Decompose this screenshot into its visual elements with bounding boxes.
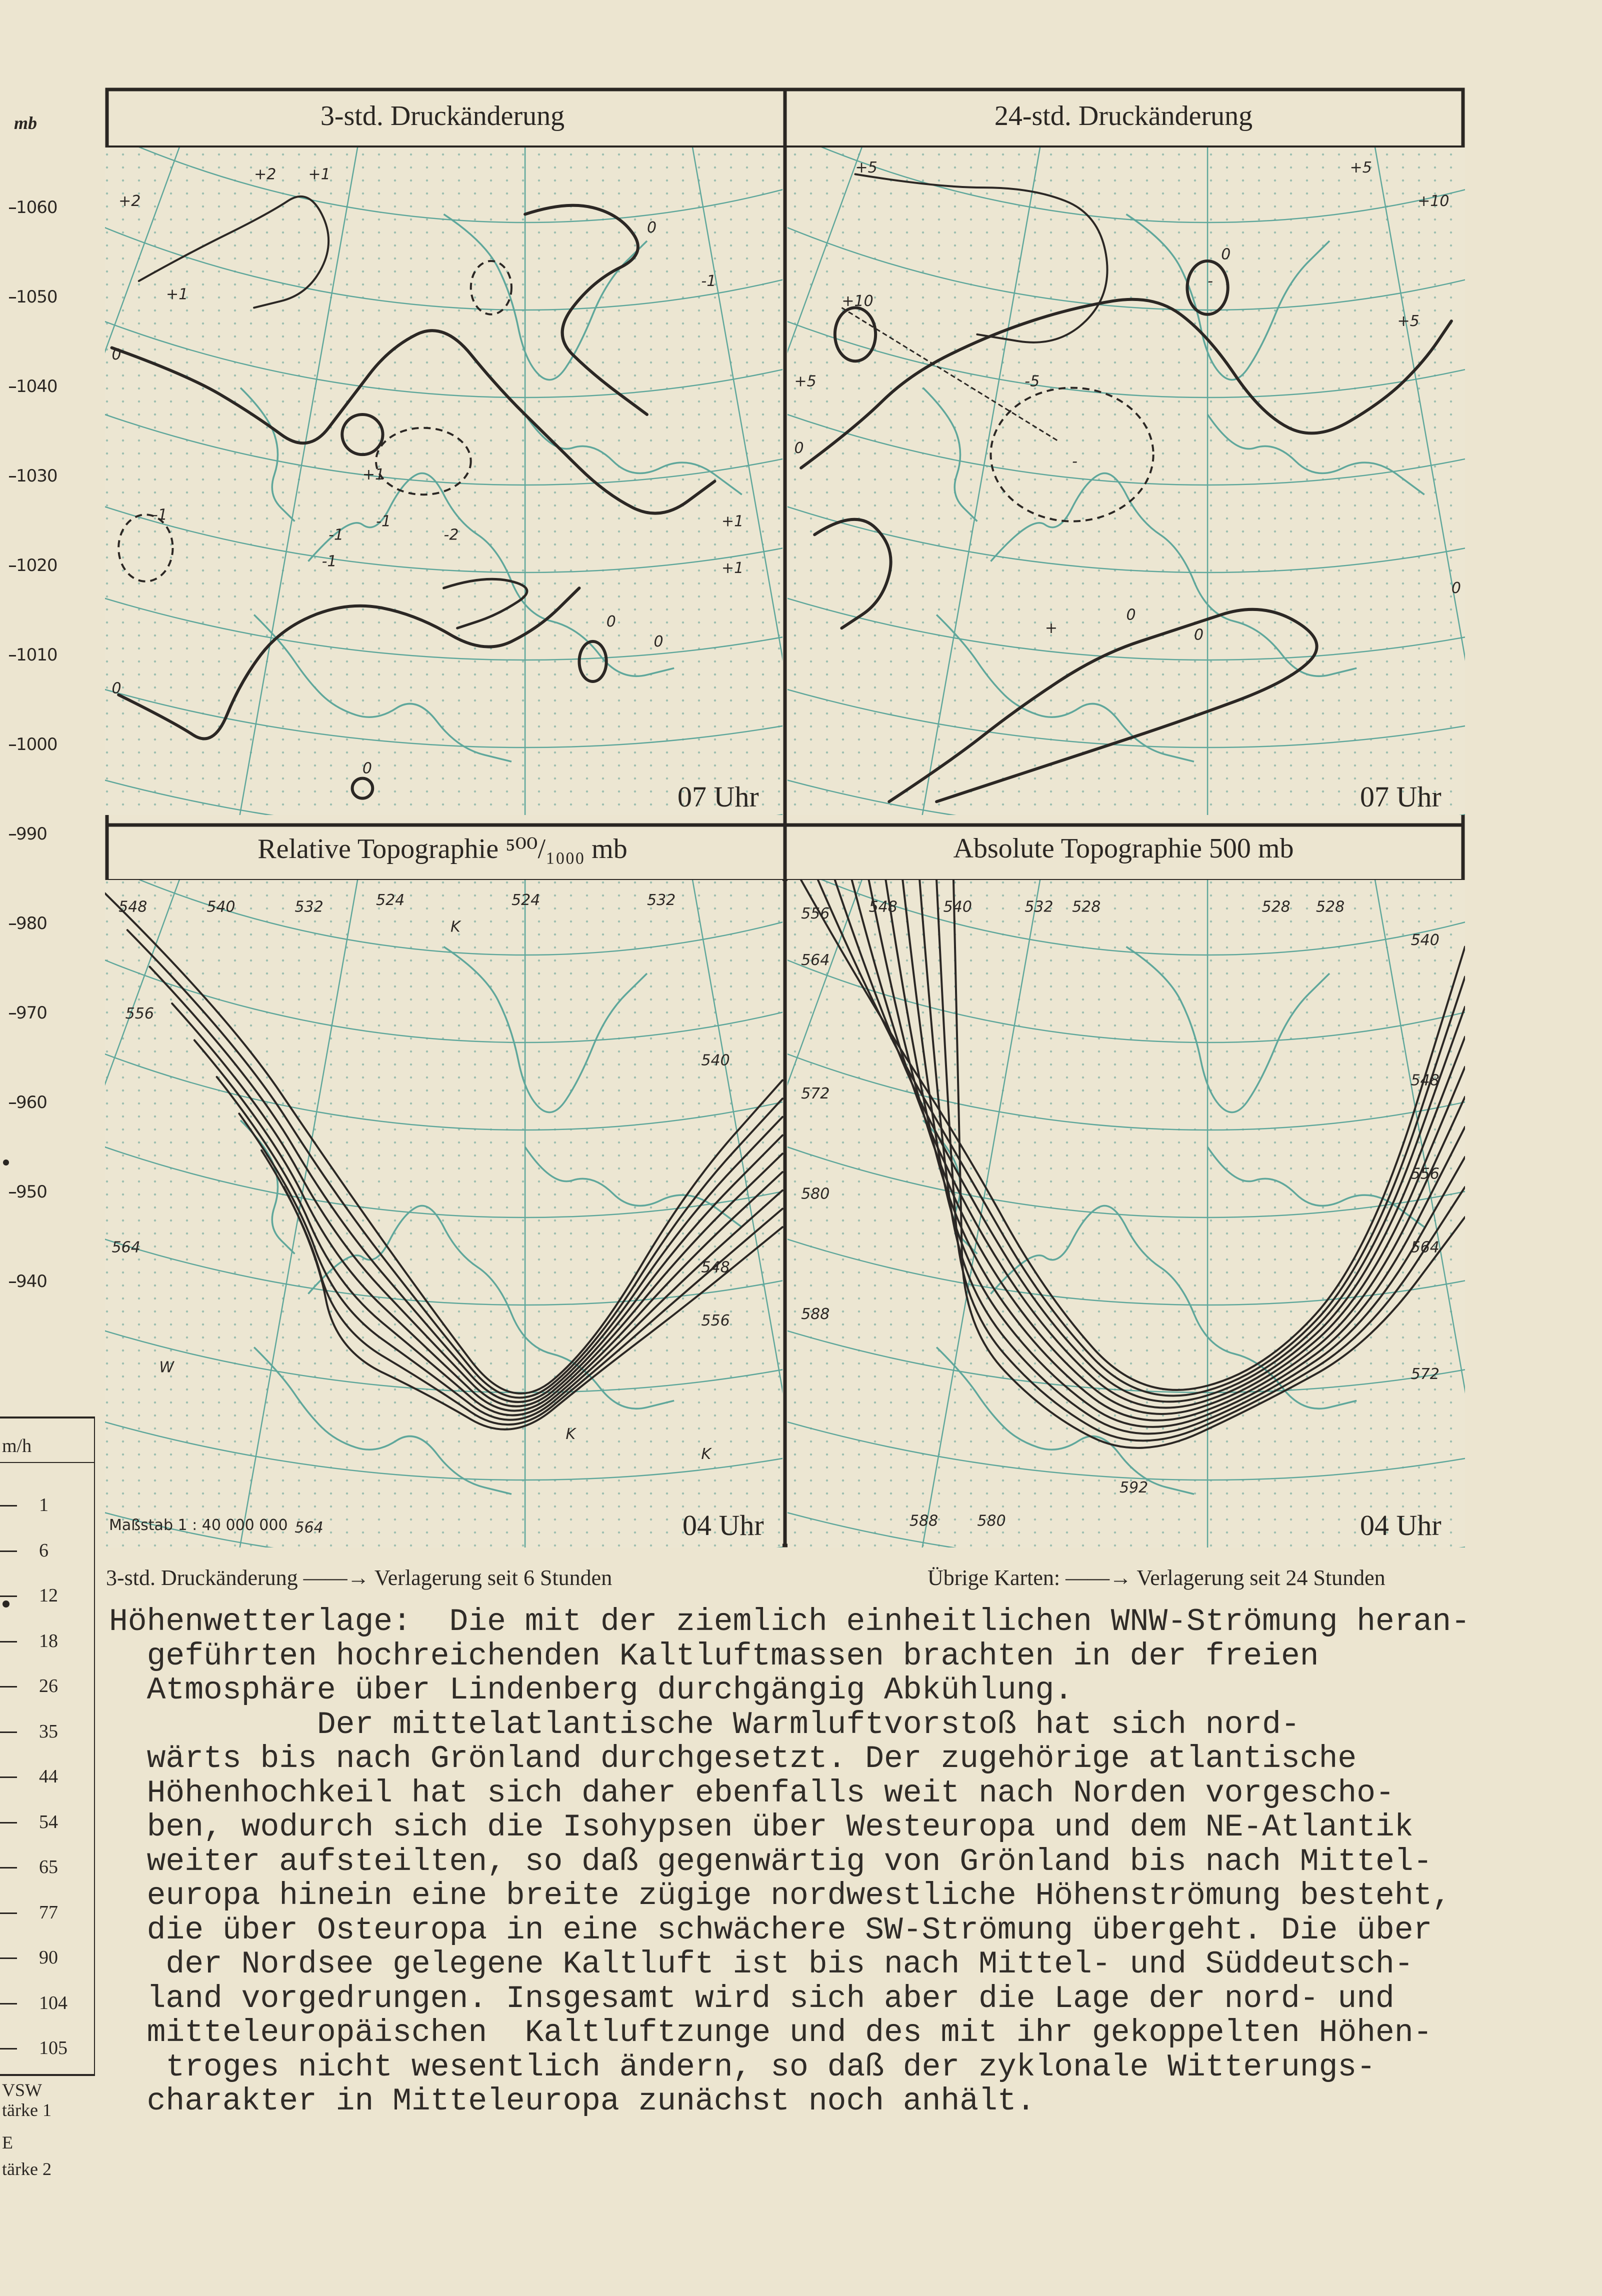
map-title-relative-topo: Relative Topographie ⁵⁰⁰/₁₀₀₀ mb — [258, 834, 628, 864]
contour-label: K — [701, 1446, 712, 1464]
wind-tick-6: 6 — [39, 1540, 48, 1561]
wind-tick-mark — [0, 2048, 17, 2050]
text-line: charakter in Mitteleuropa zunächst noch anhält. — [109, 2084, 1036, 2119]
pressure-tick-1050: 1050 — [16, 287, 58, 307]
pressure-tick-1010: 1010 — [16, 645, 58, 665]
wind-tick-mark — [0, 1958, 17, 1959]
contour-label: 524 — [376, 892, 405, 910]
text-line: Höhenwetterlage: Die mit der ziemlich einheitlichen WNW-Strömung heran- — [109, 1604, 1470, 1640]
map-time-relative-topo: 04 Uhr — [682, 1509, 764, 1542]
contour-label: 556 — [801, 904, 830, 922]
wind-tick-mark — [0, 1912, 17, 1914]
contour-label: 0 — [606, 612, 616, 630]
contour-label: -1 — [328, 526, 344, 544]
pressure-tick-mark — [9, 1102, 16, 1104]
pressure-scale-column — [0, 0, 95, 2296]
pressure-tick-960: 960 — [16, 1092, 47, 1112]
map-time-absolute-topo: 04 Uhr — [1360, 1509, 1442, 1542]
pressure-tick-mark — [9, 834, 16, 836]
contour-label: 540 — [1410, 932, 1440, 950]
pressure-tick-980: 980 — [16, 914, 47, 934]
contour-label: +1 — [362, 466, 385, 484]
wind-tick-105: 105 — [39, 2038, 68, 2058]
contour-label: 556 — [1410, 1165, 1440, 1183]
contour-label: 532 — [1024, 898, 1054, 916]
pressure-tick-990: 990 — [16, 824, 47, 844]
contour-label: 548 — [1410, 1072, 1440, 1090]
text-line: land vorgedrungen. Insgesamt wird sich aber die Lage der nord- und — [109, 1980, 1394, 2016]
text-line: die über Osteuropa in eine schwächere SW-Strömung übergeht. Die über — [109, 1912, 1432, 1948]
contour-label: W — [159, 1358, 174, 1376]
pressure-tick-mark — [9, 1192, 16, 1194]
contour-label: 572 — [801, 1085, 830, 1103]
wind-tick-mark — [0, 1641, 17, 1642]
text-line: wärts bis nach Grönland durchgesetzt. Der zugehörige atlantische — [109, 1741, 1357, 1776]
legend-staerke-2: tärke 2 — [2, 2159, 52, 2179]
contour-label: 548 — [701, 1258, 730, 1276]
wind-tick-18: 18 — [39, 1630, 58, 1652]
pressure-tick-970: 970 — [16, 1003, 47, 1023]
contour-label: 532 — [647, 892, 676, 910]
contour-label: 556 — [701, 1312, 730, 1330]
contour-label: 0 — [1126, 606, 1136, 624]
contour-label: K — [450, 918, 460, 936]
pressure-tick-1030: 1030 — [16, 466, 58, 486]
contour-label: 564 — [294, 1518, 324, 1536]
wind-tick-90: 90 — [39, 1947, 58, 1968]
wind-tick-mark — [0, 1867, 17, 1868]
contour-label: 532 — [294, 898, 324, 916]
pressure-tick-1000: 1000 — [16, 734, 58, 754]
contour-label: 528 — [1262, 898, 1290, 916]
contour-label: -5 — [1024, 372, 1040, 390]
weather-report-text — [109, 1605, 1539, 2119]
contour-label: 0 — [362, 760, 372, 778]
contour-label: +10 — [1418, 192, 1450, 210]
contour-label: +2 — [118, 192, 141, 210]
contour-label: -2 — [444, 526, 459, 544]
pressure-tick-1020: 1020 — [16, 556, 58, 576]
contour-label: 0 — [112, 680, 122, 698]
weather-maps-panel — [105, 88, 1465, 1548]
map-title-24std: 24-std. Druckänderung — [994, 100, 1253, 132]
map-scale-label: Maßstab 1 : 40 000 000 — [109, 1516, 288, 1534]
contour-label: 0 — [794, 439, 804, 457]
pressure-tick-940: 940 — [16, 1272, 47, 1292]
contour-label: 556 — [125, 1005, 154, 1022]
wind-tick-mark — [0, 1596, 17, 1597]
map-title-3std: 3-std. Druckänderung — [320, 100, 565, 132]
caption-left: 3-std. Druckänderung ——→ Verlagerung seit 6 Stunden — [106, 1566, 612, 1590]
contour-label: 548 — [118, 898, 148, 916]
pressure-tick-mark — [9, 744, 16, 746]
contour-label: +1 — [166, 286, 188, 304]
wind-tick-12: 12 — [39, 1585, 58, 1606]
contour-label: 0 — [654, 632, 664, 650]
contour-label: +1 — [722, 512, 744, 530]
text-line: ben, wodurch sich die Isohypsen über Westeuropa und dem NE-Atlantik — [109, 1810, 1414, 1845]
pressure-unit-label: mb — [14, 113, 38, 133]
contour-label: 540 — [943, 898, 972, 916]
wind-tick-mark — [0, 1550, 17, 1552]
legend-vsw: VSW — [2, 2080, 42, 2100]
pressure-tick-950: 950 — [16, 1182, 47, 1202]
contour-label: + — [1044, 620, 1058, 638]
contour-label: 0 — [647, 219, 657, 237]
text-line: Der mittelatlantische Warmluftvorstoß hat sich nord- — [109, 1706, 1300, 1742]
contour-label: 524 — [512, 892, 540, 910]
contour-label: 548 — [868, 898, 898, 916]
wind-tick-35: 35 — [39, 1720, 58, 1742]
legend-staerke-1: tärke 1 — [2, 2100, 52, 2120]
wind-tick-mark — [0, 1822, 17, 1824]
wind-tick-44: 44 — [39, 1766, 58, 1787]
contour-label: 540 — [701, 1052, 730, 1070]
contour-label: +10 — [842, 292, 874, 310]
text-line: weiter aufsteilten, so daß gegenwärtig von Grönland bis nach Mittel- — [109, 1844, 1432, 1880]
contour-label: 528 — [1316, 898, 1345, 916]
text-line: der Nordsee gelegene Kaltluft ist bis nach Mittel- und Süddeutsch- — [109, 1946, 1414, 1982]
contour-label: -1 — [322, 552, 337, 570]
pressure-tick-mark — [9, 476, 16, 478]
map-time-3std: 07 Uhr — [678, 780, 759, 813]
text-line: Höhenhochkeil hat sich daher ebenfalls weit nach Norden vorgescho- — [109, 1775, 1394, 1811]
contour-label: +1 — [308, 166, 330, 184]
wind-tick-26: 26 — [39, 1676, 58, 1696]
wind-tick-65: 65 — [39, 1856, 58, 1878]
pressure-tick-mark — [9, 1013, 16, 1014]
pressure-tick-mark — [9, 655, 16, 656]
pressure-tick-mark — [9, 924, 16, 925]
contour-label: 564 — [112, 1238, 140, 1256]
pressure-tick-1060: 1060 — [16, 198, 58, 218]
contour-label: -1 — [376, 512, 391, 530]
contour-label: 588 — [801, 1305, 830, 1323]
contour-label: K — [566, 1426, 576, 1444]
contour-label: 572 — [1410, 1365, 1440, 1383]
contour-label: 564 — [1410, 1238, 1440, 1256]
wind-tick-mark — [0, 1732, 17, 1733]
contour-label: 540 — [206, 898, 236, 916]
contour-label: 0 — [1221, 246, 1231, 264]
contour-label: 588 — [909, 1512, 938, 1530]
wind-tick-mark — [0, 1776, 17, 1778]
pressure-tick-mark — [9, 208, 16, 209]
contour-label: 528 — [1072, 898, 1101, 916]
legend-e: E — [2, 2132, 13, 2152]
contour-label: - — [1208, 272, 1213, 290]
wind-tick-mark — [0, 1505, 17, 1506]
map-graphics — [105, 88, 1465, 1548]
text-line: troges nicht wesentlich ändern, so daß der zyklonale Witterungs- — [109, 2049, 1376, 2085]
contour-label: +5 — [1350, 159, 1372, 177]
text-line: Atmosphäre über Lindenberg durchgängig Abkühlung. — [109, 1672, 1074, 1708]
contour-label: 564 — [801, 952, 830, 970]
wind-tick-54: 54 — [39, 1811, 58, 1832]
contour-label: +2 — [254, 166, 276, 184]
wind-tick-1: 1 — [39, 1494, 48, 1516]
contour-label: 0 — [1451, 580, 1461, 598]
text-line: mitteleuropäischen Kaltluftzunge und des mit ihr gekoppelten Höhen- — [109, 2015, 1432, 2050]
wind-tick-mark — [0, 2003, 17, 2004]
contour-label: +5 — [855, 159, 878, 177]
contour-label: 0 — [112, 346, 122, 364]
wind-tick-77: 77 — [39, 1902, 58, 1923]
caption-right: Übrige Karten: ——→ Verlagerung seit 24 Stunden — [928, 1566, 1386, 1590]
contour-label: +5 — [1397, 312, 1420, 330]
contour-label: 580 — [801, 1185, 830, 1203]
wind-tick-mark — [0, 1686, 17, 1688]
contour-label: 592 — [1119, 1478, 1148, 1496]
map-time-24std: 07 Uhr — [1360, 780, 1442, 813]
wind-tick-104: 104 — [39, 1992, 68, 2014]
pressure-tick-mark — [9, 1282, 16, 1283]
contour-label: +5 — [794, 372, 816, 390]
text-line: geführten hochreichenden Kaltluftmassen brachten in der freien — [109, 1638, 1319, 1674]
wind-scale-header: m/h — [2, 1436, 32, 1456]
contour-label: - — [1072, 452, 1078, 470]
pressure-tick-mark — [9, 566, 16, 567]
pressure-tick-mark — [9, 297, 16, 298]
contour-label: -1 — [701, 272, 716, 290]
contour-label: -1 — [152, 506, 168, 524]
pressure-tick-mark — [9, 386, 16, 388]
pressure-tick-1040: 1040 — [16, 376, 58, 396]
map-title-absolute-topo: Absolute Topographie 500 mb — [953, 833, 1294, 864]
text-line: europa hinein eine breite zügige nordwestliche Höhenströmung besteht, — [109, 1878, 1452, 1914]
contour-label: 0 — [1194, 626, 1204, 644]
contour-label: +1 — [722, 560, 744, 578]
contour-label: 580 — [977, 1512, 1006, 1530]
